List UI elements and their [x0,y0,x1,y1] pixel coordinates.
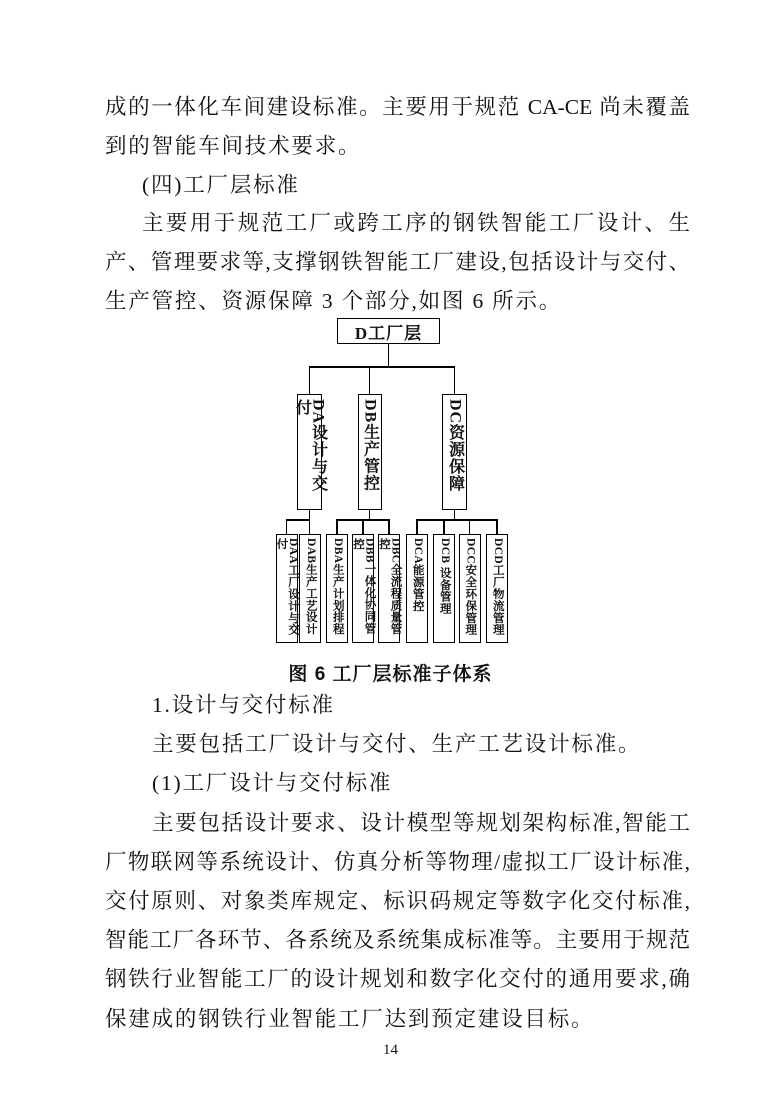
connector-line [369,366,371,394]
tree-node-label: DC资源保障 [446,399,464,493]
tree-node-label: D工厂层 [354,323,423,343]
tree-leaf-dca [406,534,428,643]
figure-caption: 图 6 工厂层标准子体系 [288,664,493,685]
tree-node-label: DBC全流程质量管控 [378,538,402,635]
body-line: 交付原则、对象类库规定、标识码规定等数字化交付标准, [105,888,690,913]
section-heading: (四)工厂层标准 [142,172,300,197]
connector-line [454,366,456,394]
body-line: 产、管理要求等,支撑钢铁智能工厂建设,包括设计与交付、 [105,250,690,275]
tree-leaf-dcb [433,534,455,643]
tree-node-label: DB生产管控 [361,399,379,492]
connector-line [309,519,311,534]
connector-line [286,519,311,521]
body-line: 智能工厂各环节、各系统及系统集成标准等。主要用于规范 [105,928,690,953]
tree-node-label: DAA工厂设计与交付 [275,538,299,636]
tree-node-label: DBA生产计划排程 [331,538,344,635]
body-line: 厂物联网等系统设计、仿真分析等物理/虚拟工厂设计标准, [105,849,690,874]
connector-line [496,519,498,534]
body-line: 生产管控、资源保障 3 个部分,如图 6 所示。 [105,288,563,313]
tree-leaf-dcd [486,534,508,643]
tree-leaf-dba [326,534,348,643]
tree-node-label: DCD工厂物流管理 [491,538,504,636]
tree-leaf-dab [299,534,321,643]
body-line: 钢铁行业智能工厂的设计规划和数字化交付的通用要求,确 [105,967,690,992]
tree-node-label: DCC安全环保管理 [464,538,477,636]
connector-line [416,519,418,534]
tree-leaf-daa [276,534,298,643]
connector-line [443,519,445,534]
body-line: 主要包括工厂设计与交付、生产工艺设计标准。 [152,732,642,757]
body-line: 到的智能车间技术要求。 [105,133,362,158]
connector-line [336,519,338,534]
tree-node-db [358,394,382,510]
connector-line [362,519,364,534]
body-line: 成的一体化车间建设标准。主要用于规范 CA-CE 尚未覆盖 [105,95,690,119]
tree-node-root [337,318,440,344]
tree-node-label: DCB 设备管理 [438,538,451,615]
tree-leaf-dbb [352,534,374,643]
tree-leaf-dbc [378,534,400,643]
connector-line [286,519,288,534]
connector-line [309,366,311,394]
subsection-heading: (1)工厂设计与交付标准 [152,771,393,796]
body-line: 保建成的钢铁行业智能工厂达到预定建设目标。 [105,1006,595,1031]
tree-node-label: DA设计与交付 [293,399,327,493]
tree-node-label: DCA能源管控 [411,538,424,612]
subsection-heading: 1.设计与交付标准 [152,693,335,717]
bottom-text-block [105,686,690,1039]
connector-line [416,519,498,521]
tree-node-dc [442,394,467,510]
page-number: 14 [383,1042,398,1058]
connector-line [388,344,390,367]
tree-leaf-dcc [459,534,481,643]
connector-line [309,366,456,368]
tree-node-da [293,394,327,510]
tree-node-label: DBB一体化协同管控 [352,538,376,635]
body-line: 主要包括设计要求、设计模型等规划架构标准,智能工 [152,810,690,835]
connector-line [388,519,390,534]
tree-node-label: DAB生产工艺设计 [304,538,317,635]
body-line: 主要用于规范工厂或跨工序的钢铁智能工厂设计、生 [142,211,690,236]
connector-line [469,519,471,534]
